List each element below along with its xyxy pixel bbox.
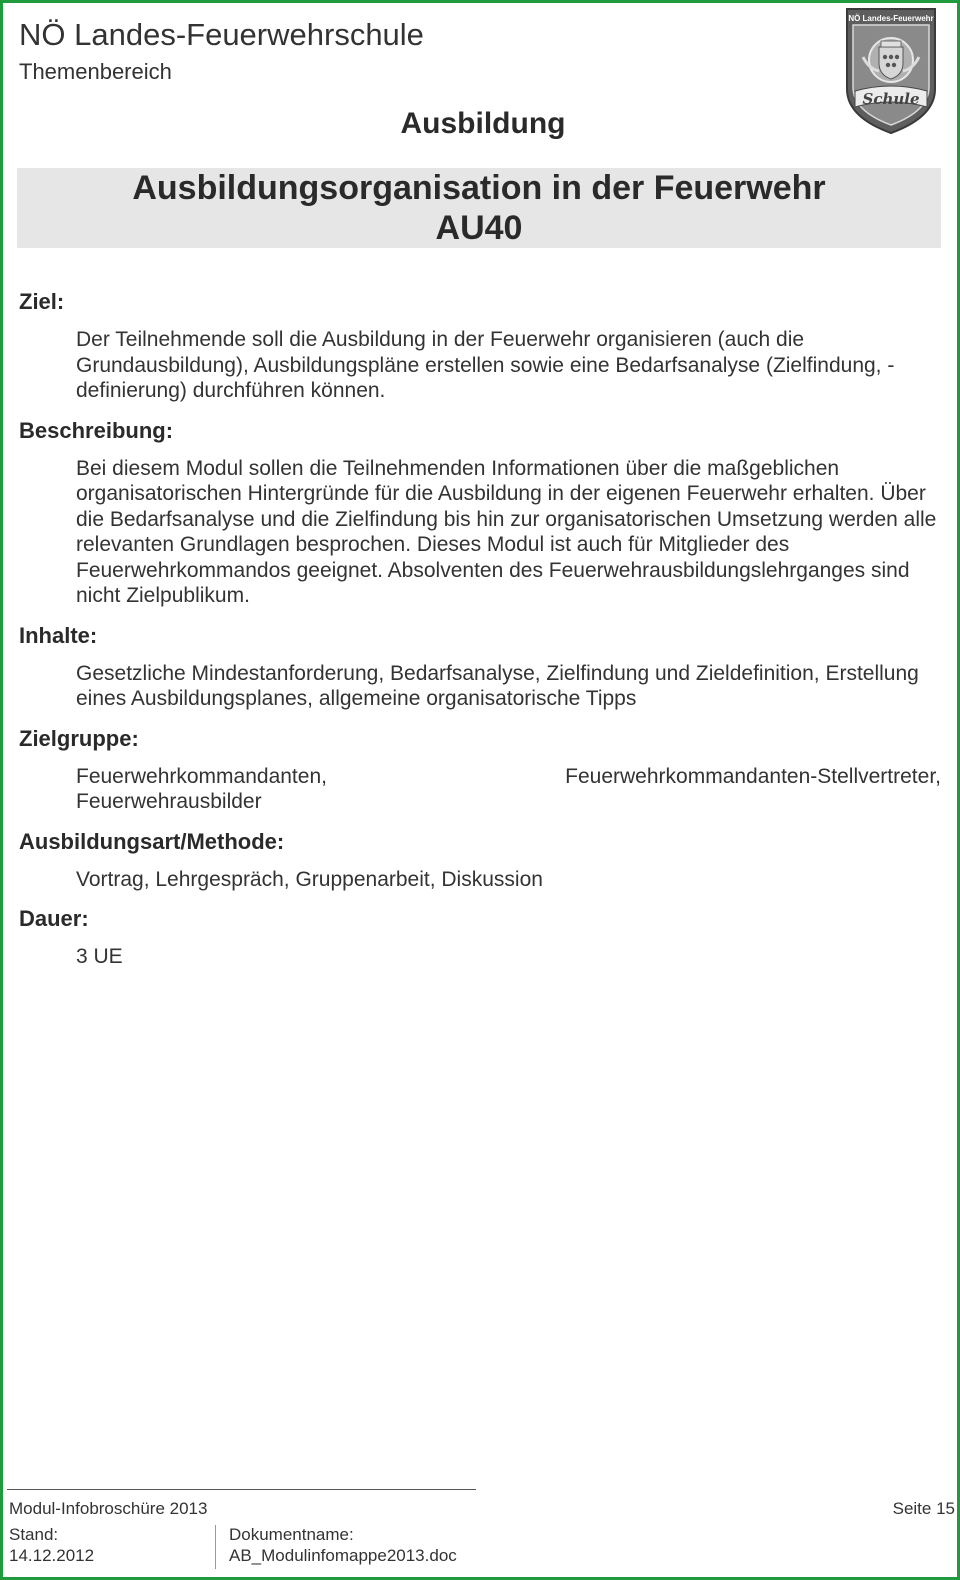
- svg-text:Schule: Schule: [862, 90, 920, 108]
- category-heading: Ausbildung: [400, 107, 566, 140]
- module-title: Ausbildungsorganisation in der Feuerwehr: [132, 169, 826, 207]
- methode-text: Vortrag, Lehrgespräch, Gruppenarbeit, Diskussion: [76, 867, 543, 891]
- school-name: NÖ Landes-Feuerwehrschule: [19, 17, 424, 52]
- footer-stand-date: 14.12.2012: [9, 1546, 95, 1565]
- module-code: AU40: [435, 209, 523, 247]
- module-title-box: [17, 168, 941, 248]
- footer-doc-name: AB_Modulinfomappe2013.doc: [229, 1546, 457, 1565]
- beschreibung-heading: Beschreibung:: [19, 417, 174, 443]
- methode-heading: Ausbildungsart/Methode:: [19, 828, 285, 854]
- inhalte-heading: Inhalte:: [19, 622, 98, 648]
- zielgruppe-left: Feuerwehrkommandanten,: [76, 764, 327, 788]
- ziel-text: Der Teilnehmende soll die Ausbildung in der Feuerwehr organisieren (auch die Grundausbildung), Ausbildungspläne erstellen sowie eine Bedarfsanalyse (Zielfindung, -definierung) durchführen können.: [76, 328, 895, 402]
- dauer-heading: Dauer:: [19, 906, 89, 931]
- inhalte-text: Gesetzliche Mindestanforderung, Bedarfsanalyse, Zielfindung und Zieldefinition, Erstellung eines Ausbildungsplanes, allgemeine organisatorische Tipps: [76, 661, 919, 710]
- footer-page-number: Seite 15: [892, 1499, 955, 1518]
- footer-doc-label: Dokumentname:: [229, 1525, 354, 1544]
- footer-brochure: Modul-Infobroschüre 2013: [9, 1499, 208, 1518]
- footer-column-divider: [215, 1525, 216, 1569]
- svg-text:NÖ Landes-Feuerwehr: NÖ Landes-Feuerwehr: [848, 14, 934, 23]
- ziel-heading: Ziel:: [19, 289, 65, 314]
- page-footer: [3, 1489, 957, 1577]
- zielgruppe-text: [76, 764, 941, 815]
- zielgruppe-line2: Feuerwehrausbilder: [76, 790, 262, 813]
- footer-stand-label: Stand:: [9, 1525, 59, 1544]
- footer-divider-line: [7, 1489, 476, 1490]
- zielgruppe-right: Feuerwehrkommandanten-Stellvertreter,: [565, 764, 941, 788]
- dauer-text: 3 UE: [76, 945, 123, 968]
- theme-label: Themenbereich: [19, 59, 172, 84]
- module-content: [19, 289, 941, 984]
- fire-school-logo: [841, 5, 941, 137]
- zielgruppe-heading: Zielgruppe:: [19, 725, 139, 751]
- beschreibung-text: Bei diesem Modul sollen die Teilnehmenden Informationen über die maßgeblichen organisatorischen Hintergründe für die Ausbildung in der eigenen Feuerwehr erhalten. Über die Bedarfsanalyse und die Zielfindung bis hin zur organisatorischen Umsetzung werden alle relevanten Grundlagen besprochen. Dieses Modul ist auch für Mitglieder des Feuerwehrkommandos geeignet. Absolventen des Feuerwehrausbildungslehrganges sind nicht Zielpublikum.: [76, 456, 937, 607]
